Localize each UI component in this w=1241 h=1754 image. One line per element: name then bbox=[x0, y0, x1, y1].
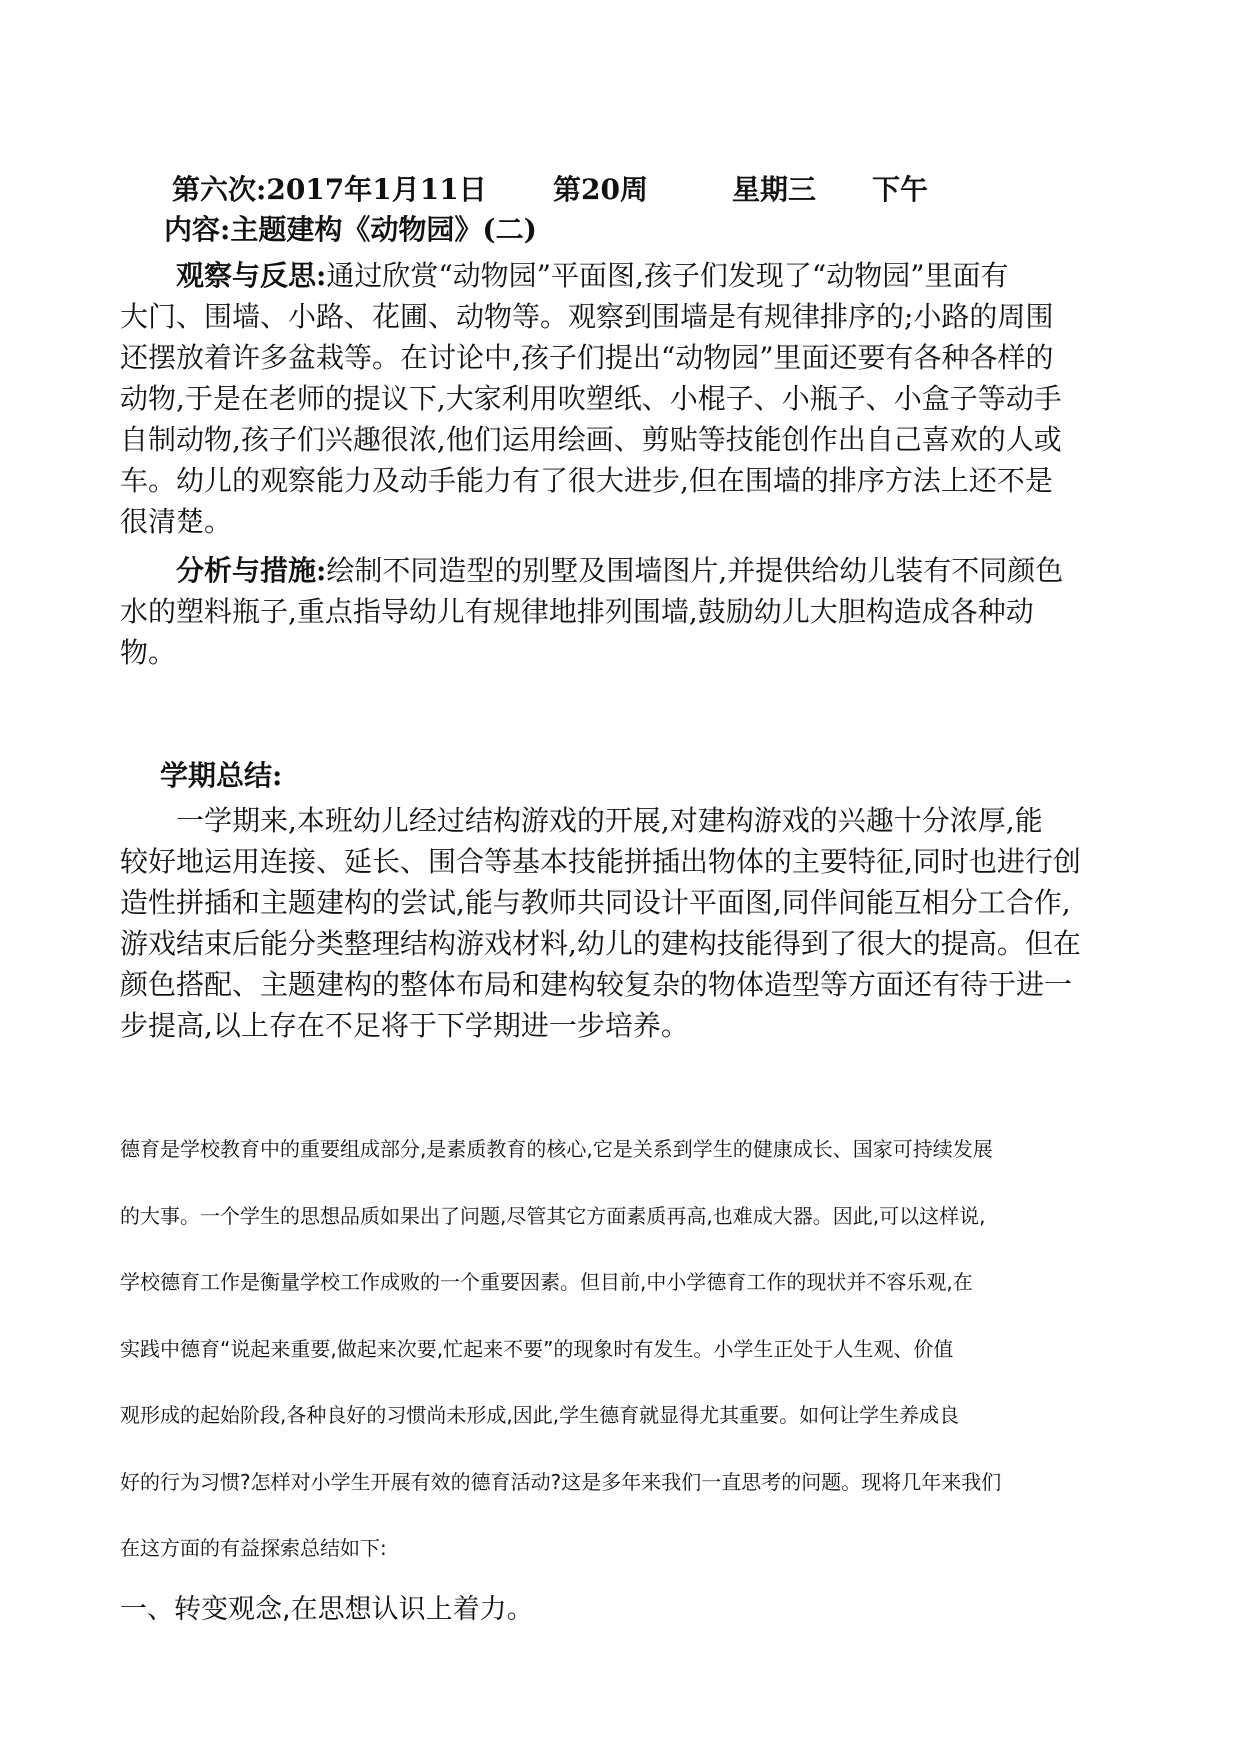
moral-line-1: 德育是学校教育中的重要组成部分,是素质教育的核心,它是关系到学生的健康成长、国家可持续发展 bbox=[120, 1137, 993, 1161]
session-time: 下午 bbox=[872, 173, 929, 206]
analysis-line-2: 水的塑料瓶子,重点指导幼儿有规律地排列围墙,鼓励幼儿大胆构造成各种动 bbox=[120, 595, 1034, 628]
analysis-line-1: 分析与措施:绘制不同造型的别墅及围墙图片,并提供给幼儿装有不同颜色 bbox=[176, 554, 1064, 587]
observation-heading: 观察与反思: bbox=[176, 259, 327, 292]
session-content: 内容:主题建构《动物园》(二) bbox=[164, 213, 537, 246]
summary-line-4: 游戏结束后能分类整理结构游戏材料,幼儿的建构技能得到了很大的提高。但在 bbox=[120, 927, 1081, 960]
moral-line-4: 实践中德育“说起来重要,做起来次要,忙起来不要”的现象时有发生。小学生正处于人生观、价值 bbox=[120, 1337, 954, 1361]
analysis-paragraph bbox=[120, 550, 1120, 673]
observation-line-4: 动物,于是在老师的提议下,大家利用吹塑纸、小棍子、小瓶子、小盒子等动手 bbox=[120, 382, 1062, 415]
observation-line-1: 观察与反思:通过欣赏“动物园”平面图,孩子们发现了“动物园”里面有 bbox=[176, 259, 1009, 292]
observation-line-3: 还摆放着许多盆栽等。在讨论中,孩子们提出“动物园”里面还要有各种各样的 bbox=[120, 341, 1054, 374]
moral-line-2: 的大事。一个学生的思想品质如果出了问题,尽管其它方面素质再高,也难成大器。因此,可以这样说, bbox=[120, 1204, 986, 1228]
section-heading: 一、转变观念,在思想认识上着力。 bbox=[120, 1594, 534, 1625]
moral-line-3: 学校德育工作是衡量学校工作成败的一个重要因素。但目前,中小学德育工作的现状并不容乐观,在 bbox=[120, 1270, 973, 1294]
moral-line-5: 观形成的起始阶段,各种良好的习惯尚未形成,因此,学生德育就显得尤其重要。如何让学生养成良 bbox=[120, 1403, 960, 1427]
observation-paragraph bbox=[120, 255, 1120, 542]
observation-line-2: 大门、围墙、小路、花圃、动物等。观察到围墙是有规律排序的;小路的周围 bbox=[120, 300, 1054, 333]
summary-line-2: 较好地运用连接、延长、围合等基本技能拼插出物体的主要特征,同时也进行创 bbox=[120, 845, 1081, 878]
observation-line-7: 很清楚。 bbox=[120, 505, 233, 538]
observation-line-5: 自制动物,孩子们兴趣很浓,他们运用绘画、剪贴等技能创作出自己喜欢的人或 bbox=[120, 423, 1062, 456]
session-week: 第20周 bbox=[553, 173, 648, 206]
session-weekday: 星期三 bbox=[732, 173, 817, 206]
analysis-line-3: 物。 bbox=[120, 636, 177, 669]
session-date: 第六次:2017年1月11日 bbox=[172, 173, 487, 206]
summary-line-3: 造性拼插和主题建构的尝试,能与教师共同设计平面图,同伴间能互相分工合作, bbox=[120, 886, 1071, 919]
summary-line-6: 步提高,以上存在不足将于下学期进一步培养。 bbox=[120, 1009, 689, 1042]
moral-line-7: 在这方面的有益探索总结如下: bbox=[120, 1536, 387, 1560]
moral-line-6: 好的行为习惯?怎样对小学生开展有效的德育活动?这是多年来我们一直思考的问题。现将几年来我们 bbox=[120, 1470, 1002, 1494]
summary-paragraph bbox=[120, 800, 1120, 1046]
summary-line-5: 颜色搭配、主题建构的整体布局和建构较复杂的物体造型等方面还有待于进一 bbox=[120, 968, 1073, 1001]
observation-line-6: 车。幼儿的观察能力及动手能力有了很大进步,但在围墙的排序方法上还不是 bbox=[120, 464, 1053, 497]
summary-line-1: 一学期来,本班幼儿经过结构游戏的开展,对建构游戏的兴趣十分浓厚,能 bbox=[176, 804, 1043, 837]
analysis-heading: 分析与措施: bbox=[176, 554, 327, 587]
summary-heading: 学期总结: bbox=[160, 759, 283, 792]
